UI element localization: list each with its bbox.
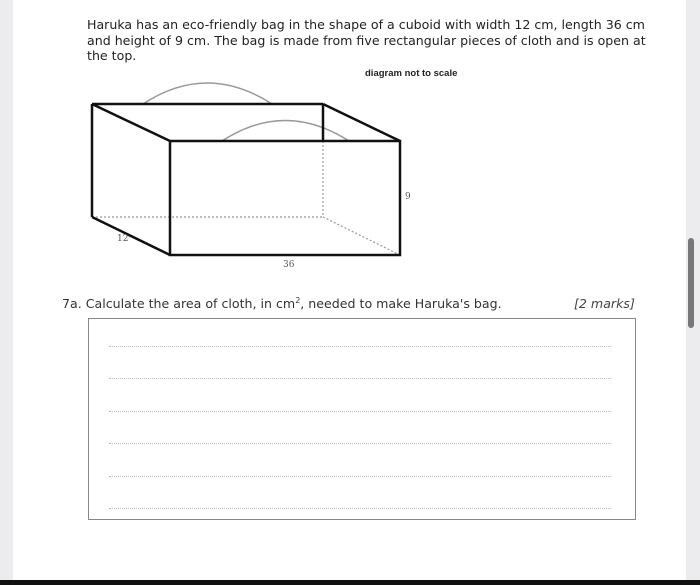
answer-line[interactable] <box>109 378 611 379</box>
scrollbar-thumb[interactable] <box>688 238 694 328</box>
part-number: 7a. <box>62 296 82 312</box>
marks-label: [2 marks] <box>574 296 635 311</box>
answer-line[interactable] <box>109 443 611 444</box>
back-handle <box>143 83 272 104</box>
answer-line[interactable] <box>109 508 611 509</box>
answer-line[interactable] <box>109 346 611 347</box>
question-intro: Haruka has an eco-friendly bag in the shape of a cuboid with width 12 cm, length 36 cm and height of 9 cm. The bag is made from five rectangular pieces of cloth and is open at the top. <box>87 17 646 63</box>
front-handle <box>222 121 349 142</box>
height-label: 9 <box>405 192 411 202</box>
answer-line[interactable] <box>109 476 611 477</box>
bottom-bar <box>0 580 700 585</box>
width-label: 12 <box>117 234 129 244</box>
superscript: 2 <box>295 296 301 305</box>
diagram-note: diagram not to scale <box>365 68 458 79</box>
hidden-edge <box>323 217 400 255</box>
answer-box[interactable] <box>88 318 636 520</box>
part-text: Calculate the area of cloth, in cm <box>85 296 296 312</box>
part-text-end: , needed to make Haruka's bag. <box>300 296 502 312</box>
answer-line[interactable] <box>109 411 611 412</box>
length-label: 36 <box>283 260 295 270</box>
question-7a <box>62 296 502 311</box>
